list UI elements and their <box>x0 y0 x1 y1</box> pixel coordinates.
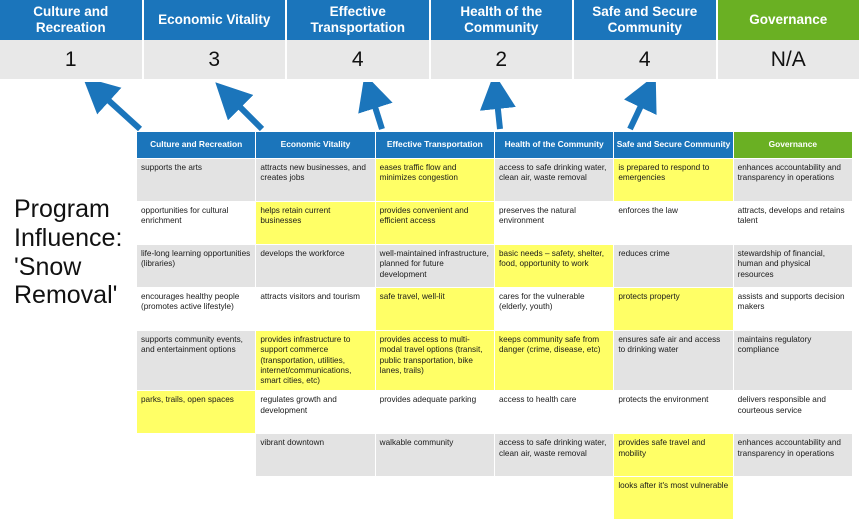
header-cell-safe-and-secure-community <box>574 0 718 40</box>
matrix-cell: safe travel, well-lit <box>375 288 494 331</box>
arrow-icon-safe <box>630 91 648 129</box>
matrix-cell: supports the arts <box>137 159 256 202</box>
matrix-cell: provides infrastructure to support commerce (transportation, utilities, internet/communications, smart cities, etc) <box>256 331 375 391</box>
matrix-cell: develops the workforce <box>256 245 375 288</box>
matrix-cell: access to safe drinking water, clean air, waste removal <box>494 434 613 477</box>
score-band <box>0 40 859 82</box>
header-label: Culture and Recreation <box>4 4 138 35</box>
matrix-cell: assists and supports decision makers <box>733 288 852 331</box>
matrix-cell: parks, trails, open spaces <box>137 391 256 434</box>
table-row <box>137 391 853 434</box>
matrix-cell: vibrant downtown <box>256 434 375 477</box>
score-health-of-the-community: 2 <box>431 40 575 79</box>
table-row <box>137 159 853 202</box>
matrix-cell: preserves the natural environment <box>494 202 613 245</box>
matrix-cell: reduces crime <box>614 245 733 288</box>
table-row <box>137 434 853 477</box>
matrix-header-economic-vitality: Economic Vitality <box>256 132 375 159</box>
program-influence-caption: Program Influence: 'Snow Removal' <box>14 195 134 310</box>
matrix-header-safe-and-secure-community: Safe and Secure Community <box>614 132 733 159</box>
matrix-cell: is prepared to respond to emergencies <box>614 159 733 202</box>
matrix-cell: life-long learning opportunities (libraries) <box>137 245 256 288</box>
matrix-cell: delivers responsible and courteous service <box>733 391 852 434</box>
matrix-cell: enforces the law <box>614 202 733 245</box>
matrix-cell: keeps community safe from danger (crime, disease, etc) <box>494 331 613 391</box>
header-cell-culture-and-recreation <box>0 0 144 40</box>
matrix-cell: provides convenient and efficient access <box>375 202 494 245</box>
matrix-cell: enhances accountability and transparency in operations <box>733 434 852 477</box>
matrix-cell: provides adequate parking <box>375 391 494 434</box>
arrow-layer <box>0 82 859 132</box>
matrix-cell: provides safe travel and mobility <box>614 434 733 477</box>
matrix-cell: enhances accountability and transparency in operations <box>733 159 852 202</box>
matrix-cell: attracts new businesses, and creates jobs <box>256 159 375 202</box>
matrix-header-governance: Governance <box>733 132 852 159</box>
objective-header-band <box>0 0 859 40</box>
matrix-cell: basic needs – safety, shelter, food, opportunity to work <box>494 245 613 288</box>
matrix-cell <box>494 477 613 520</box>
matrix-header-effective-transportation: Effective Transportation <box>375 132 494 159</box>
header-cell-economic-vitality <box>144 0 288 40</box>
score-culture-and-recreation: 1 <box>0 40 144 79</box>
matrix-cell: walkable community <box>375 434 494 477</box>
header-label: Economic Vitality <box>158 12 270 28</box>
matrix-cell <box>375 477 494 520</box>
matrix-cell: attracts visitors and tourism <box>256 288 375 331</box>
table-row <box>137 245 853 288</box>
matrix-cell: access to safe drinking water, clean air, waste removal <box>494 159 613 202</box>
header-label: Safe and Secure Community <box>578 4 712 35</box>
matrix-cell <box>733 477 852 520</box>
table-row <box>137 477 853 520</box>
matrix-cell: encourages healthy people (promotes active lifestyle) <box>137 288 256 331</box>
matrix-cell <box>137 434 256 477</box>
matrix-cell: supports community events, and entertainment options <box>137 331 256 391</box>
matrix-cell: cares for the vulnerable (elderly, youth) <box>494 288 613 331</box>
score-effective-transportation: 4 <box>287 40 431 79</box>
table-row <box>137 331 853 391</box>
arrow-icon-health <box>496 91 500 129</box>
matrix-header-health-of-the-community: Health of the Community <box>494 132 613 159</box>
matrix-header-row <box>137 132 853 159</box>
matrix-cell <box>256 477 375 520</box>
header-label: Governance <box>749 12 827 28</box>
matrix-cell: helps retain current businesses <box>256 202 375 245</box>
objectives-matrix-table <box>136 131 853 520</box>
arrow-icon-economic <box>228 95 262 129</box>
header-cell-health-of-the-community <box>431 0 575 40</box>
score-economic-vitality: 3 <box>144 40 288 79</box>
matrix-cell: maintains regulatory compliance <box>733 331 852 391</box>
score-safe-and-secure-community: 4 <box>574 40 718 79</box>
matrix-cell: opportunities for cultural enrichment <box>137 202 256 245</box>
matrix-cell: attracts, develops and retains talent <box>733 202 852 245</box>
header-cell-governance <box>718 0 859 40</box>
matrix-cell: eases traffic flow and minimizes congestion <box>375 159 494 202</box>
matrix-cell: stewardship of financial, human and physical resources <box>733 245 852 288</box>
matrix-cell: looks after it's most vulnerable <box>614 477 733 520</box>
arrow-icon-culture <box>96 89 140 129</box>
arrow-icon-transportation <box>370 91 382 129</box>
header-label: Health of the Community <box>435 4 569 35</box>
matrix-header-culture-and-recreation: Culture and Recreation <box>137 132 256 159</box>
table-row <box>137 288 853 331</box>
matrix-cell: protects property <box>614 288 733 331</box>
table-row <box>137 202 853 245</box>
matrix-cell: provides access to multi-modal travel options (transit, public transportation, bike lanes, trails) <box>375 331 494 391</box>
matrix-cell <box>137 477 256 520</box>
header-cell-effective-transportation <box>287 0 431 40</box>
score-governance: N/A <box>718 40 859 79</box>
matrix-cell: regulates growth and development <box>256 391 375 434</box>
matrix-cell: access to health care <box>494 391 613 434</box>
matrix-cell: protects the environment <box>614 391 733 434</box>
matrix-cell: well-maintained infrastructure, planned for future development <box>375 245 494 288</box>
matrix-cell: ensures safe air and access to drinking water <box>614 331 733 391</box>
header-label: Effective Transportation <box>291 4 425 35</box>
